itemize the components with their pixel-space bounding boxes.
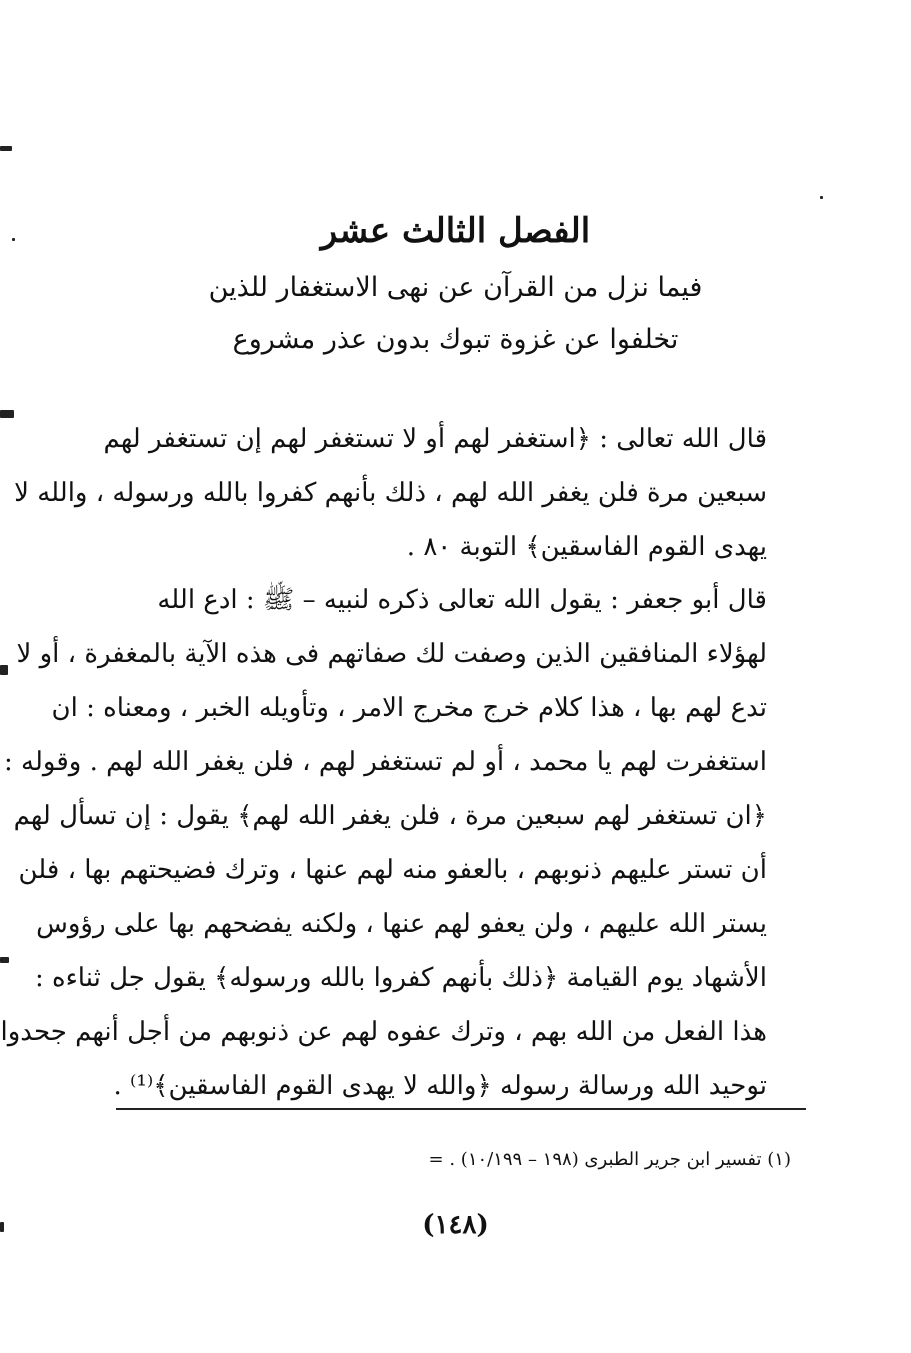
text-line: يستر الله عليهم ، ولن يعفو لهم عنها ، ولكنه يفضحهم بها على رؤوس (36, 909, 767, 939)
text-line: يهدى القوم الفاسقين﴾ التوبة ٨٠ . (406, 532, 767, 562)
text-line: ﴿ان تستغفر لهم سبعين مرة ، فلن يغفر الله لهم﴾ يقول : إن تسأل لهم (13, 801, 767, 831)
text-line: أن تستر عليهم ذنوبهم ، بالعفو منه لهم عنها ، وترك فضيحتهم بها ، فلن (18, 855, 767, 885)
text-line: استغفرت لهم يا محمد ، أو لم تستغفر لهم ، فلن يغفر الله لهم . وقوله : (4, 747, 767, 777)
scan-speck (820, 196, 823, 199)
text-line: تدع لهم بها ، هذا كلام خرج مخرج الامر ، وتأويله الخبر ، ومعناه : ان (51, 693, 767, 723)
scan-speck (0, 146, 12, 151)
chapter-subtitle-line: فيما نزل من القرآن عن نهى الاستغفار للذين (208, 272, 703, 303)
paragraph-quran-verse (14, 412, 807, 574)
text-line: لهؤلاء المنافقين الذين وصفت لك صفاتهم فى هذه الآية بالمغفرة ، أو لا (16, 639, 767, 669)
scan-speck (0, 410, 14, 418)
scan-speck (0, 665, 8, 675)
text-line: هذا الفعل من الله بهم ، وترك عفوه لهم عن ذنوبهم من أجل أنهم جحدوا (0, 1017, 767, 1047)
paragraph-tafsir (0, 573, 807, 1113)
text-line: سبعين مرة فلن يغفر الله لهم ، ذلك بأنهم كفروا بالله ورسوله ، والله لا (14, 478, 767, 508)
chapter-subtitle-line: تخلفوا عن غزوة تبوك بدون عذر مشروع (232, 324, 679, 355)
text-line: قال الله تعالى : ﴿استغفر لهم أو لا تستغفر لهم إن تستغفر لهم (103, 424, 767, 454)
chapter-title: الفصل الثالث عشر (320, 211, 591, 251)
scan-speck (0, 957, 9, 963)
footnote: (١) تفسير ابن جرير الطبرى (١٩٨ – ١٠/١٩٩) . = (428, 1149, 791, 1170)
text-line: قال أبو جعفر : يقول الله تعالى ذكره لنبيه – ﷺ : ادع الله (157, 585, 767, 615)
text-line: الأشهاد يوم القيامة ﴿ذلك بأنهم كفروا بالله ورسوله﴾ يقول جل ثناءه : (34, 963, 767, 993)
text-line: توحيد الله ورسالة رسوله ﴿والله لا يهدى القوم الفاسقين﴾⁽¹⁾ . (113, 1071, 767, 1101)
page-number: (١٤٨) (422, 1210, 489, 1240)
footnote-divider (116, 1108, 806, 1110)
chapter-subtitle (150, 262, 761, 366)
